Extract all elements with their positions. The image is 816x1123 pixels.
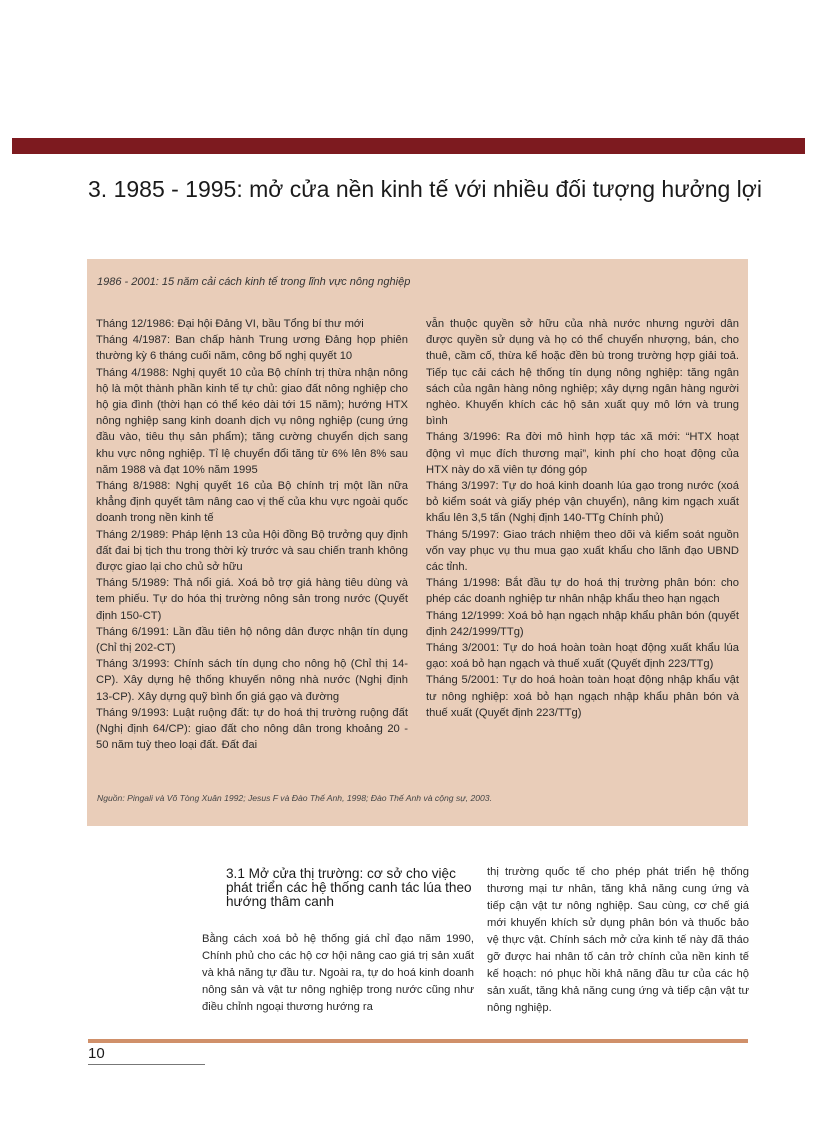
- timeline-entry: Tháng 5/1989: Thả nổi giá. Xoá bỏ trợ giá hàng tiêu dùng và tem phiếu. Tự do hóa thị trường nông sản trong nước (Quyết định 150-CT): [96, 577, 408, 622]
- body-paragraph-right: thị trường quốc tế cho phép phát triển hệ thống thương mại tư nhân, tăng khả năng cung ứng và tiếp cận vật tư nông nghiệp. Sau cùng, cơ chế giá mới khuyến khích sử dụng phân bón và thuốc bảo vệ thực vật. Chính sách mở cửa kinh tế này đã tháo gỡ được hai nhân tố cản trở chính của nền kinh tế kế hoạch: nó phục hồi khả năng đầu tư của các hộ sản xuất, tăng khả năng cung ứng và tiếp cận vật tư nông nghiệp.: [487, 866, 749, 1014]
- timeline-entry: Tháng 6/1991: Lần đầu tiên hộ nông dân được nhận tín dụng (Chỉ thị 202-CT): [96, 625, 408, 655]
- source-note: Nguồn: Pingali và Võ Tòng Xuân 1992; Jesus F và Đào Thế Anh, 1998; Đào Thế Anh và cộng sự, 2003.: [97, 793, 492, 803]
- timeline-entry: Tháng 3/1997: Tự do hoá kinh doanh lúa gạo trong nước (xoá bỏ kiểm soát và giấy phép vận chuyển), nâng kim ngạch xuất khẩu lên 3,5 tấn (Nghị định 140-TTg Chính phủ): [426, 480, 739, 525]
- timeline-entry: Tháng 9/1993: Luật ruộng đất: tự do hoá thị trường ruộng đất (Nghị định 64/CP): giao đất cho nông dân trong khoảng 20 - 50 năm tuỳ theo loại đất. Đất đai: [96, 706, 408, 752]
- timeline-entry: Tháng 4/1987: Ban chấp hành Trung ương Đảng họp phiên thường kỳ 6 tháng cuối năm, công bố nghị quyết 10: [96, 334, 408, 363]
- subsection-heading: 3.1 Mở cửa thị trường: cơ sở cho việc phát triển các hệ thống canh tác lúa theo hướng thâm canh: [226, 866, 472, 909]
- page-number-underline: [88, 1064, 205, 1065]
- timeline-entry: Tháng 3/2001: Tự do hoá hoàn toàn hoạt động xuất khẩu lúa gạo: xoá bỏ hạn ngạch và thuế xuất (Quyết định 223/TTg): [426, 642, 739, 671]
- timeline-left-column: [96, 316, 408, 753]
- timeline-entry: vẫn thuộc quyền sở hữu của nhà nước nhưng người dân được quyền sử dụng và họ có thể chuyển nhượng, bán, cho thuê, cầm cố, thừa kế hoặc đền bù trong trường hợp giải toả. Tiếp tục cải cách hệ thống tín dụng nông nghiệp: tăng ngân sách của ngân hàng nông nghiệp; xây dựng ngân hàng người nghèo. Khuyến khích các hộ sản xuất quy mô lớn và trung bình: [426, 318, 739, 428]
- timeline-entry: Tháng 3/1993: Chính sách tín dụng cho nông hộ (Chỉ thị 14-CP). Xây dựng hệ thống khuyến nông nhà nước (Nghị định 13-CP). Xây dựng quỹ bình ổn giá gạo và đường: [96, 658, 408, 703]
- timeline-box-heading: 1986 - 2001: 15 năm cải cách kinh tế trong lĩnh vực nông nghiệp: [97, 276, 411, 288]
- timeline-entry: Tháng 12/1986: Đại hội Đảng VI, bầu Tổng bí thư mới: [96, 318, 364, 330]
- top-header-bar: [12, 138, 805, 154]
- timeline-entry: Tháng 1/1998: Bắt đầu tự do hoá thị trường phân bón: cho phép các doanh nghiệp tư nhân nhập khẩu theo hạn ngạch: [426, 577, 739, 606]
- timeline-right-column: [426, 316, 739, 721]
- timeline-entry: Tháng 4/1988: Nghị quyết 10 của Bộ chính trị thừa nhận nông hộ là một thành phần kinh tế tự chủ: giao đất nông nghiệp cho hộ gia đình (thời hạn có thể kéo dài tới 15 năm); hướng HTX nông nghiệp sang kinh doanh dịch vụ nông nghiệp (cung ứng đầu vào, tiêu thụ sản phẩm); tăng cường chuyển dịch sang khu vực nông nghiệp. Tỉ lệ chuyển đổi tăng từ 6% lên 8% sau năm 1988 và đạt 10% năm 1995: [96, 366, 408, 476]
- timeline-entry: Tháng 5/2001: Tự do hoá hoàn toàn hoạt động nhập khẩu vật tư nông nghiệp: xoá bỏ hạn ngạch nhập khẩu phân bón và thuế xuất (Quyết định 223/TTg): [426, 674, 739, 719]
- timeline-entry: Tháng 2/1989: Pháp lệnh 13 của Hội đồng Bộ trưởng quy định đất đai bị tịch thu trong thời kỳ trước và sau chiến tranh không được giao lại cho chủ sở hữu: [96, 528, 408, 574]
- page-number: 10: [88, 1045, 105, 1062]
- section-title: 3. 1985 - 1995: mở cửa nền kinh tế với nhiều đối tượng hưởng lợi: [88, 176, 762, 202]
- body-paragraph-left: Bằng cách xoá bỏ hệ thống giá chỉ đạo năm 1990, Chính phủ cho các hộ cơ hội nâng cao giá trị sản xuất và khả năng tự đầu tư. Ngoài ra, tự do hoá kinh doanh nông sản và vật tư nông nghiệp trong nước cũng như điều chỉnh ngoại thương hướng ra: [202, 933, 474, 1013]
- timeline-entry: Tháng 8/1988: Nghị quyết 16 của Bộ chính trị một lần nữa khẳng định quyết tâm nâng cao vị thế của khu vực ngoài quốc doanh trong nền kinh tế: [96, 480, 408, 525]
- bottom-rule: [88, 1039, 748, 1043]
- timeline-box: [87, 259, 748, 826]
- timeline-entry: Tháng 5/1997: Giao trách nhiệm theo dõi và kiểm soát nguồn vốn vay phục vụ thu mua gạo xuất khẩu cho lãnh đạo UBND các tỉnh.: [426, 528, 739, 574]
- timeline-entry: Tháng 12/1999: Xoá bỏ hạn ngạch nhập khẩu phân bón (quyết định 242/1999/TTg): [426, 609, 739, 638]
- timeline-entry: Tháng 3/1996: Ra đời mô hình hợp tác xã mới: “HTX hoạt động vì mục đích thương mại”, kinh phí cho hoạt động của HTX này do xã viên tự đóng góp: [426, 431, 739, 476]
